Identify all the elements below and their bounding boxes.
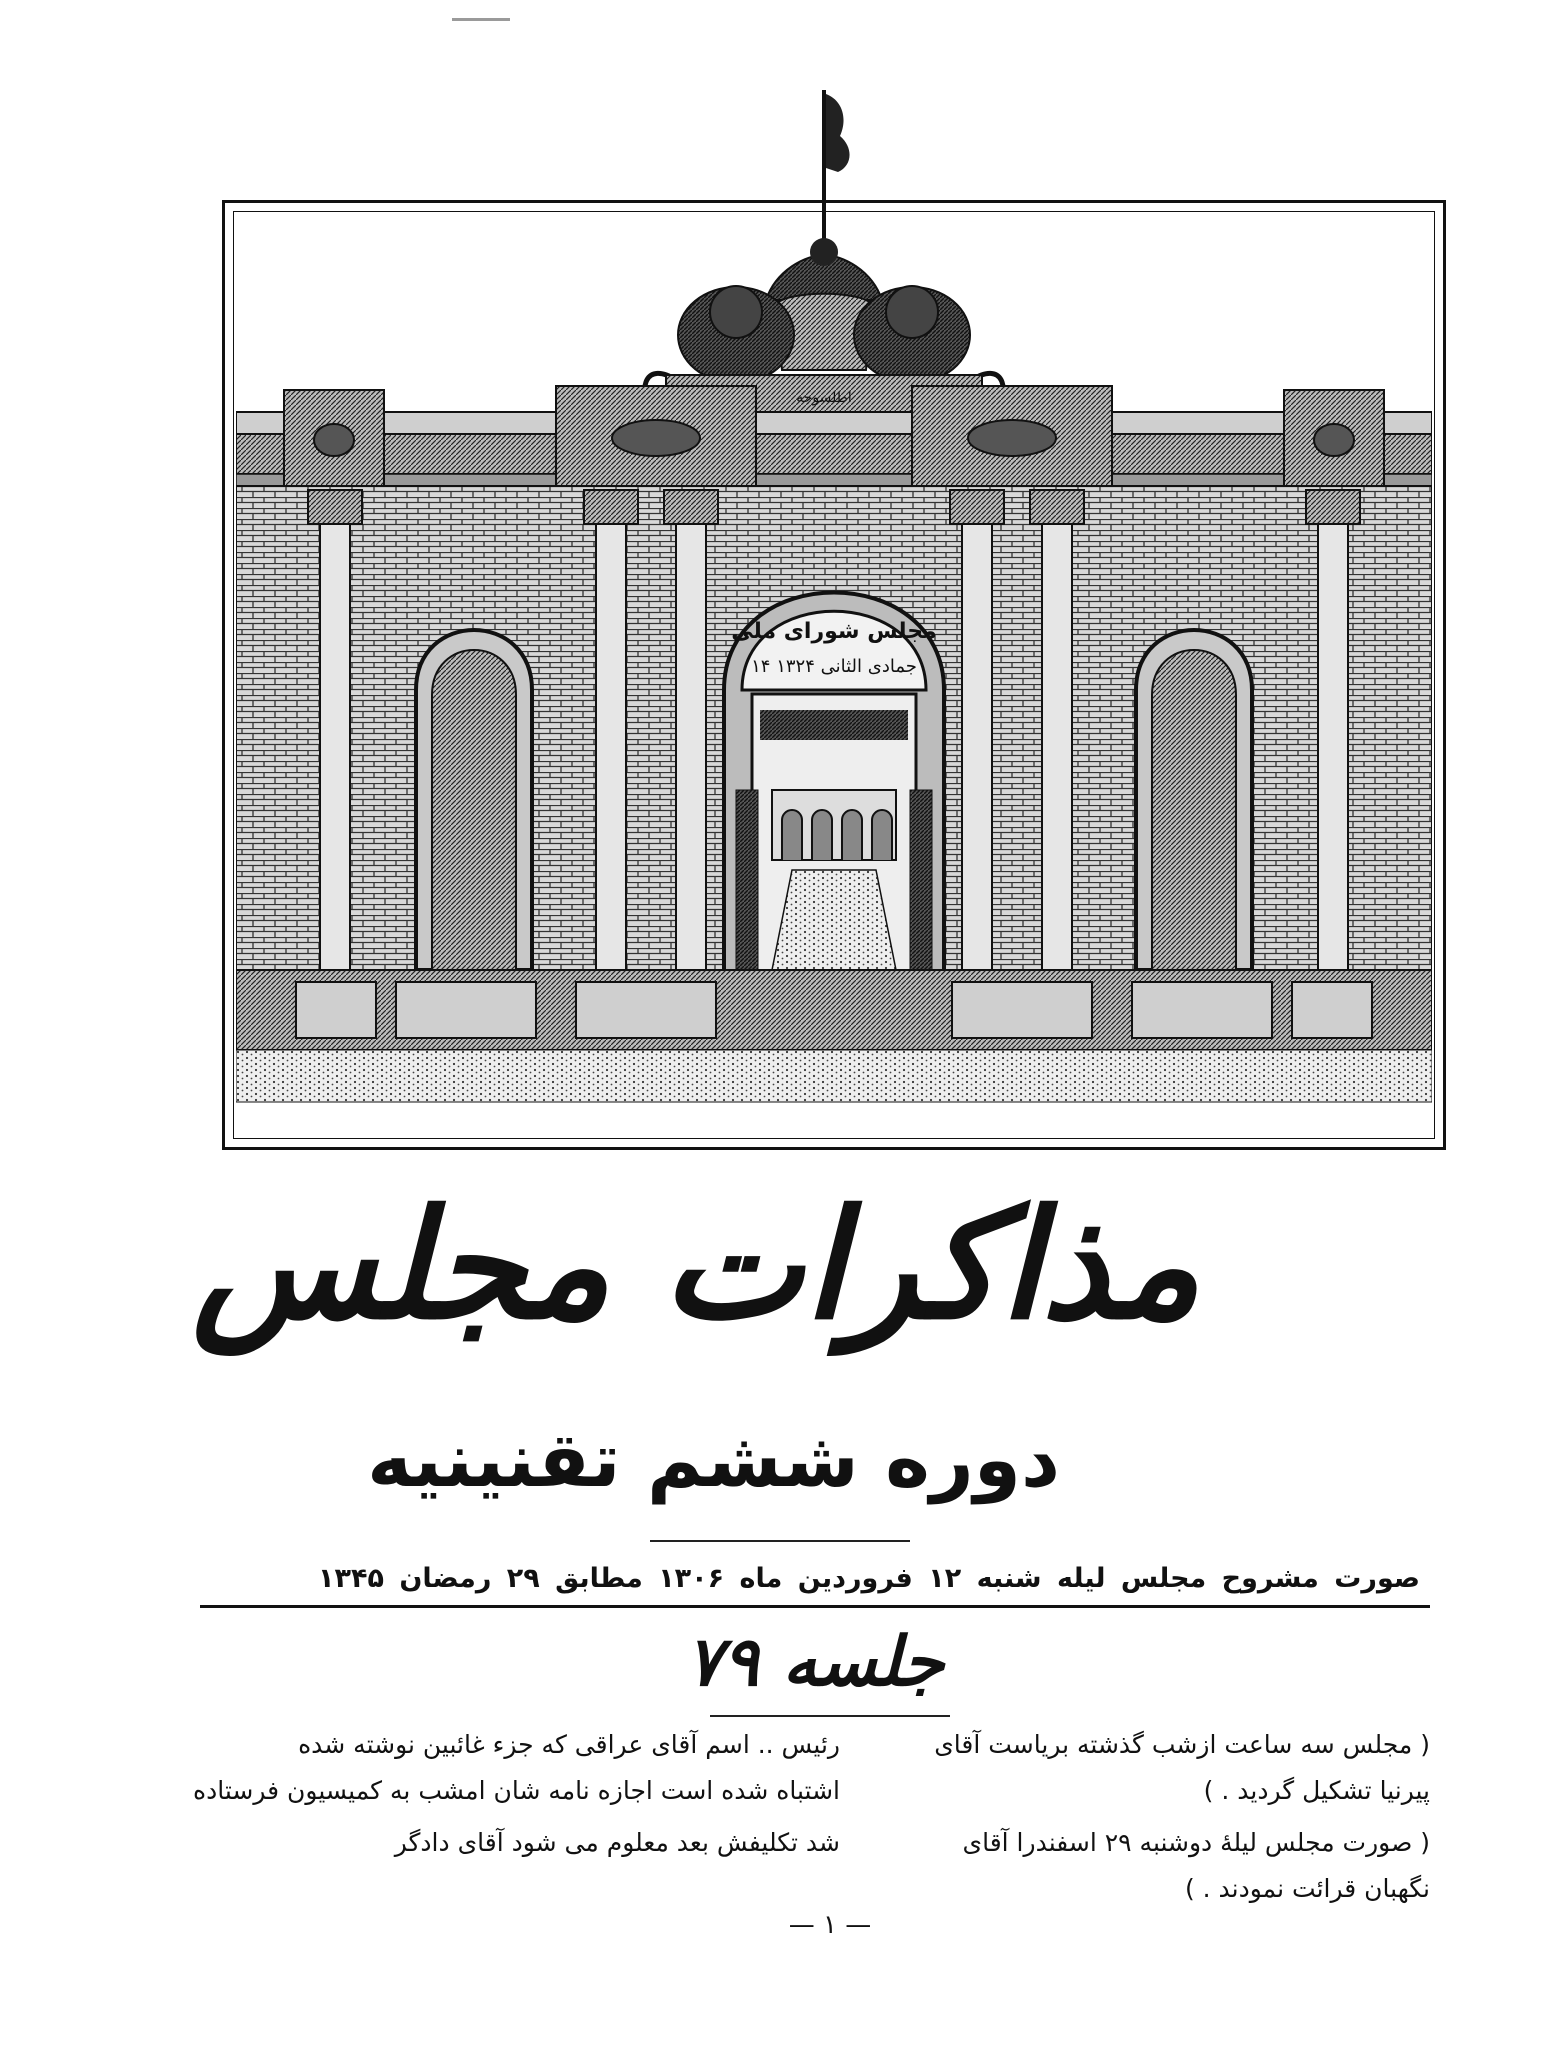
- left-column-line: رئیس .. اسم آقای عراقی که جزء غائبین نوشته شده: [298, 1730, 840, 1759]
- gate-inscription-bottom: ۱۴ جمادی الثانی ۱۳۲۴: [751, 656, 917, 677]
- gate-inscription-top: مجلس شورای ملی: [731, 619, 937, 644]
- right-arched-window: [1136, 630, 1252, 970]
- session-title: جلسه ۷۹: [685, 1622, 945, 1702]
- right-column-line: نگهبان قرائت نمودند . ): [1184, 1874, 1430, 1903]
- scan-speck: [452, 18, 510, 21]
- left-arched-window: [416, 630, 532, 970]
- masthead-subtitle: دوره ششم تقنینیه: [367, 1415, 1060, 1504]
- session-description: صورت مشروح مجلس لیله شنبه ۱۲ فروردین ماه ۱۳۰۶ مطابق ۲۹ رمضان ۱۳۴۵: [318, 1563, 1420, 1594]
- left-column-line: شد تکلیفش بعد معلوم می شود آقای دادگر: [394, 1828, 840, 1857]
- page-number: — ۱ —: [788, 1910, 872, 1940]
- divider-full: [200, 1605, 1430, 1608]
- left-column: [193, 1722, 840, 1922]
- right-column-line: ( مجلس سه ساعت ازشب گذشته بریاست آقای: [934, 1730, 1430, 1759]
- right-column-line: ( صورت مجلس لیلهٔ دوشنبه ۲۹ اسفندرا آقای: [962, 1828, 1430, 1857]
- right-column: [890, 1722, 1430, 1922]
- masthead-title: مذاکرات مجلس: [191, 1177, 1200, 1353]
- parliament-building-illustration: [236, 90, 1432, 1140]
- divider-short: [650, 1540, 910, 1542]
- right-column-line: پیرنیا تشکیل گردید . ): [1203, 1776, 1430, 1805]
- divider-mid: [710, 1715, 950, 1717]
- left-column-line: اشتباه شده است اجازه نامه شان امشب به کمیسیون فرستاده: [193, 1776, 840, 1805]
- plinth: [236, 970, 1432, 1050]
- svg-text:اطلسوجه: اطلسوجه: [796, 390, 852, 406]
